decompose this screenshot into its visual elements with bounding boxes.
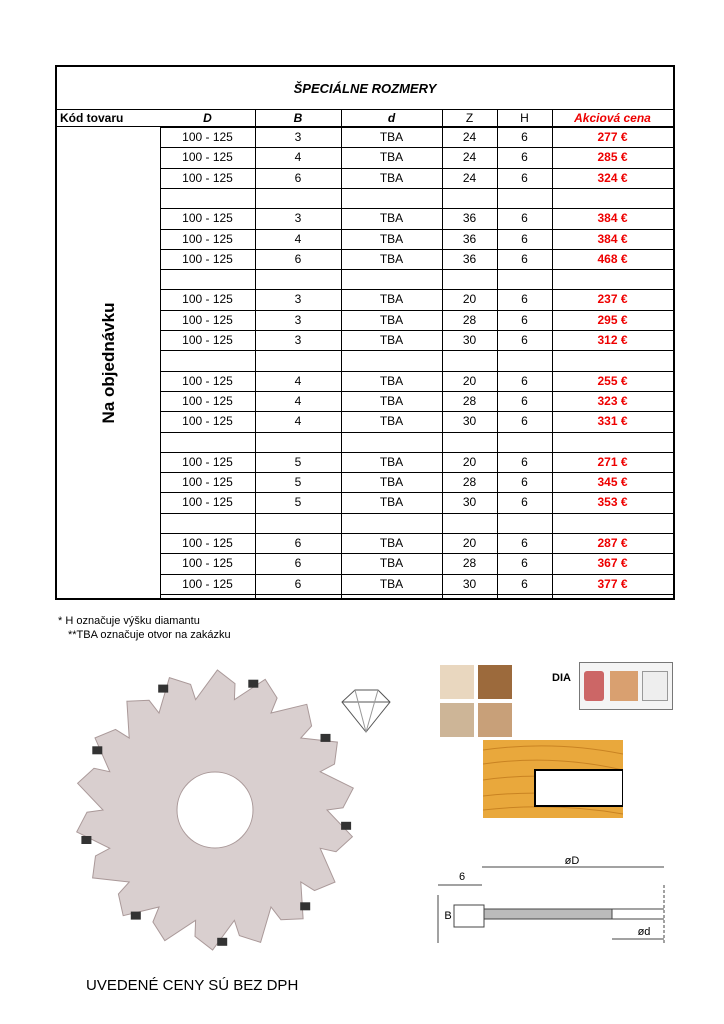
table-cell: 20 (462, 373, 477, 388)
table-cell: 100 - 125 (182, 393, 233, 408)
table-cell: 100 - 125 (182, 312, 233, 327)
header-4: Z (442, 109, 497, 127)
price-table (55, 65, 675, 600)
table-cell: 331 € (597, 414, 628, 429)
table-cell: 324 € (597, 170, 628, 185)
table-cell: 6 (521, 333, 528, 347)
diamond-tip (131, 912, 141, 920)
table-cell: TBA (379, 414, 404, 429)
table-cell: 3 (294, 130, 302, 144)
table-cell: TBA (379, 130, 404, 144)
table-cell: 6 (294, 576, 302, 591)
table-cell: 6 (521, 170, 528, 185)
table-cell: 4 (294, 414, 302, 429)
table-cell: 287 € (597, 536, 628, 550)
table-cell: 6 (521, 475, 528, 490)
table-cell: TBA (379, 556, 404, 571)
table-cell: TBA (379, 495, 404, 510)
row-border (160, 472, 673, 473)
table-cell: TBA (379, 150, 404, 165)
dimension-drawing (432, 855, 672, 955)
table-cell: 36 (462, 231, 477, 246)
dim-B-label: B (444, 910, 452, 922)
table-cell: 6 (521, 251, 528, 266)
table-cell: TBA (379, 170, 404, 185)
table-cell: 4 (294, 373, 302, 388)
side-label-cell (57, 127, 161, 598)
table-cell: 384 € (597, 231, 628, 246)
table-cell: 295 € (597, 312, 628, 327)
table-cell: 5 (294, 454, 302, 469)
row-border (160, 229, 673, 230)
table-cell: 6 (521, 150, 528, 165)
diamond-tip (248, 680, 258, 688)
note-tba: **TBA označuje otvor na zakázku (68, 629, 231, 641)
table-cell: 100 - 125 (182, 556, 233, 571)
column-divider (255, 109, 256, 598)
header-5: H (497, 109, 552, 127)
table-cell: 20 (462, 536, 477, 550)
blade-arbor-hole (177, 772, 253, 848)
table-cell: 3 (294, 312, 302, 327)
row-border (160, 127, 673, 128)
table-cell: TBA (379, 292, 404, 307)
table-cell: 3 (294, 333, 302, 347)
table-cell: 3 (294, 211, 302, 226)
table-cell: 6 (294, 536, 302, 550)
table-cell: TBA (379, 536, 404, 550)
blade-shape (77, 670, 354, 950)
table-cell: 100 - 125 (182, 130, 233, 144)
table-cell: 3 (294, 292, 302, 307)
row-border (160, 574, 673, 575)
table-cell: 6 (521, 312, 528, 327)
dim-d-label: ød (637, 926, 651, 938)
row-border (160, 492, 673, 493)
table-cell: 6 (294, 251, 302, 266)
table-cell: 6 (521, 292, 528, 307)
header-1: D (160, 109, 255, 127)
table-cell: 6 (521, 393, 528, 408)
table-cell: 468 € (597, 251, 628, 266)
groove-illustration (483, 740, 623, 818)
table-cell: 277 € (597, 130, 628, 144)
group-separator (160, 513, 673, 514)
table-cell: 100 - 125 (182, 373, 233, 388)
table-cell: 6 (521, 414, 528, 429)
table-cell: 24 (462, 130, 477, 144)
table-cell: 30 (462, 333, 477, 347)
header-2: B (255, 109, 341, 127)
table-cell: 100 - 125 (182, 475, 233, 490)
row-border (160, 147, 673, 148)
table-cell: 24 (462, 150, 477, 165)
table-cell: 353 € (597, 495, 628, 510)
footer-note: UVEDENÉ CENY SÚ BEZ DPH (86, 977, 299, 994)
table-cell: 384 € (597, 211, 628, 226)
table-cell: 6 (521, 454, 528, 469)
row-border (160, 330, 673, 331)
table-cell: 100 - 125 (182, 576, 233, 591)
table-cell: 5 (294, 475, 302, 490)
table-cell: 100 - 125 (182, 170, 233, 185)
diamond-tip (158, 685, 168, 693)
table-cell: TBA (379, 475, 404, 490)
row-border (160, 249, 673, 250)
table-cell: 28 (462, 393, 477, 408)
table-cell: 6 (521, 536, 528, 550)
row-border (160, 168, 673, 169)
row-border (160, 533, 673, 534)
side-label: Na objednávku (98, 302, 118, 423)
row-border (160, 411, 673, 412)
table-cell: 4 (294, 231, 302, 246)
machine-icon (642, 671, 668, 701)
table-cell: 30 (462, 576, 477, 591)
group-separator (160, 269, 673, 270)
table-cell: 6 (294, 170, 302, 185)
table-cell: TBA (379, 251, 404, 266)
table-cell: TBA (379, 211, 404, 226)
table-cell: TBA (379, 393, 404, 408)
row-border (160, 391, 673, 392)
row-border (160, 310, 673, 311)
table-cell: TBA (379, 312, 404, 327)
diamond-icon (342, 690, 390, 732)
table-cell: TBA (379, 373, 404, 388)
table-cell: 6 (521, 231, 528, 246)
table-cell: 100 - 125 (182, 414, 233, 429)
table-cell: 100 - 125 (182, 251, 233, 266)
table-cell: 323 € (597, 393, 628, 408)
table-cell: 28 (462, 556, 477, 571)
header-0: Kód tovaru (57, 109, 160, 127)
table-cell: 100 - 125 (182, 454, 233, 469)
table-cell: 237 € (597, 292, 628, 307)
diamond-tip (81, 836, 91, 844)
saw-blade-image (55, 665, 400, 955)
diamond-tip (300, 902, 310, 910)
table-cell: 5 (294, 495, 302, 510)
table-cell: 28 (462, 475, 477, 490)
diamond-tip (217, 938, 227, 946)
dia-label: DIA (552, 672, 571, 684)
column-divider (341, 109, 342, 598)
application-icons (579, 662, 673, 710)
sample-mdf (478, 703, 512, 737)
table-cell: 367 € (597, 556, 628, 571)
table-cell: 100 - 125 (182, 536, 233, 550)
table-cell: 6 (521, 373, 528, 388)
dim-D-label: øD (564, 855, 580, 867)
group-separator (160, 350, 673, 351)
row-border (160, 208, 673, 209)
table-cell: 345 € (597, 475, 628, 490)
table-cell: 255 € (597, 373, 628, 388)
groove-icon (610, 671, 638, 701)
table-cell: 377 € (597, 576, 628, 591)
table-cell: 6 (521, 211, 528, 226)
table-cell: 285 € (597, 150, 628, 165)
table-cell: 24 (462, 170, 477, 185)
sample-maple (440, 665, 474, 699)
row-border (160, 553, 673, 554)
table-cell: 4 (294, 393, 302, 408)
header-6: Akciová cena (552, 109, 673, 127)
table-cell: TBA (379, 576, 404, 591)
group-separator (160, 432, 673, 433)
table-cell: 312 € (597, 333, 628, 347)
table-cell: 100 - 125 (182, 211, 233, 226)
dim-6-label: 6 (458, 871, 466, 883)
table-cell: 100 - 125 (182, 495, 233, 510)
table-cell: 6 (521, 556, 528, 571)
table-cell: 4 (294, 150, 302, 165)
table-cell: 100 - 125 (182, 150, 233, 165)
wood-samples-image (440, 665, 515, 740)
table-cell: 6 (521, 130, 528, 144)
table-cell: 20 (462, 454, 477, 469)
table-cell: 20 (462, 292, 477, 307)
table-cell: 28 (462, 312, 477, 327)
table-cell: TBA (379, 454, 404, 469)
table-title: ŠPECIÁLNE ROZMERY (293, 81, 437, 96)
diamond-tip (92, 746, 102, 754)
sample-chipboard (440, 703, 474, 737)
column-divider (497, 109, 498, 598)
table-cell: 271 € (597, 454, 628, 469)
table-cell: 100 - 125 (182, 292, 233, 307)
note-h: * H označuje výšku diamantu (58, 615, 200, 627)
row-border (160, 371, 673, 372)
header-3: d (341, 109, 442, 127)
table-cell: 100 - 125 (182, 231, 233, 246)
table-cell: 30 (462, 414, 477, 429)
table-cell: TBA (379, 333, 404, 347)
row-border (160, 594, 673, 595)
table-cell: 6 (294, 556, 302, 571)
table-cell: 6 (521, 495, 528, 510)
column-divider (552, 109, 553, 598)
column-divider (442, 109, 443, 598)
table-cell: 30 (462, 495, 477, 510)
table-cell: TBA (379, 231, 404, 246)
table-cell: 100 - 125 (182, 333, 233, 347)
row-border (160, 452, 673, 453)
diamond-tip (341, 822, 351, 830)
milling-icon (584, 671, 604, 701)
row-border (160, 289, 673, 290)
table-cell: 36 (462, 211, 477, 226)
table-cell: 6 (521, 576, 528, 591)
diamond-tip (321, 734, 331, 742)
group-separator (160, 188, 673, 189)
sample-oak (478, 665, 512, 699)
table-cell: 36 (462, 251, 477, 266)
